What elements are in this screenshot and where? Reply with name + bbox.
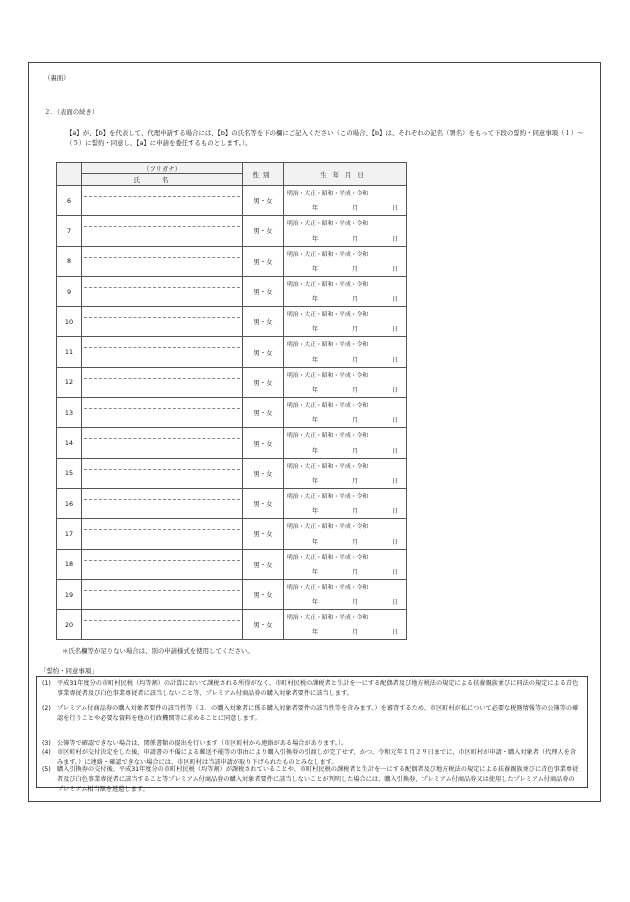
- pledge-item: [43, 704, 579, 724]
- year-label: 年: [312, 477, 319, 485]
- sex-option[interactable]: 男・女: [243, 428, 284, 458]
- year-label: 年: [312, 508, 319, 516]
- day-label: 日: [391, 538, 398, 546]
- dob-field[interactable]: [284, 488, 407, 518]
- sex-option[interactable]: 男・女: [243, 458, 284, 488]
- member-row: [57, 458, 407, 488]
- dob-field[interactable]: [284, 307, 407, 337]
- member-row: [57, 216, 407, 246]
- year-label: 年: [312, 568, 319, 576]
- name-field[interactable]: [82, 488, 243, 518]
- era-options: 明治・大正・昭和・平成・令和: [287, 493, 369, 500]
- row-number: 14: [57, 428, 82, 458]
- year-label: 年: [312, 538, 319, 546]
- month-label: 月: [351, 296, 358, 304]
- pledge-item-number: (3): [42, 740, 51, 747]
- day-label: 日: [391, 477, 398, 485]
- day-label: 日: [391, 447, 398, 455]
- name-field[interactable]: [82, 428, 243, 458]
- name-field[interactable]: [82, 307, 243, 337]
- name-header: 氏名: [82, 174, 243, 186]
- furigana-divider: [84, 560, 240, 561]
- day-label: 日: [391, 326, 398, 334]
- sex-option[interactable]: 男・女: [243, 367, 284, 397]
- furigana-divider: [84, 499, 240, 500]
- year-label: 年: [312, 205, 319, 213]
- dob-field[interactable]: [284, 398, 407, 428]
- day-label: 日: [391, 205, 398, 213]
- day-label: 日: [391, 508, 398, 516]
- month-label: 月: [351, 356, 358, 364]
- name-field[interactable]: [82, 216, 243, 246]
- intro-text: 【a】が、【b】を代表して、代理申請する場合には、【b】の氏名等を下の欄にご記入ください（この場合、【b】は、それぞれの記名（署名）をもって下段の誓約・同意事項（１）～（５）に誓約・同意し、【a】に申請を委任するものとします。）。: [66, 129, 584, 147]
- dob-field[interactable]: [284, 579, 407, 609]
- month-label: 月: [351, 629, 358, 637]
- row-number: 17: [57, 519, 82, 549]
- sex-option[interactable]: 男・女: [243, 488, 284, 518]
- furigana-divider: [84, 408, 240, 409]
- dob-field[interactable]: [284, 367, 407, 397]
- furigana-divider: [84, 287, 240, 288]
- member-row: [57, 246, 407, 276]
- members-table: [56, 162, 407, 640]
- name-field[interactable]: [82, 579, 243, 609]
- month-label: 月: [351, 477, 358, 485]
- year-label: 年: [312, 447, 319, 455]
- furigana-divider: [84, 226, 240, 227]
- row-number: 13: [57, 398, 82, 428]
- day-label: 日: [391, 356, 398, 364]
- row-number: 16: [57, 488, 82, 518]
- dob-field[interactable]: [284, 549, 407, 579]
- name-field[interactable]: [82, 549, 243, 579]
- member-row: [57, 549, 407, 579]
- furigana-divider: [84, 620, 240, 621]
- month-label: 月: [351, 599, 358, 607]
- month-label: 月: [351, 447, 358, 455]
- era-options: 明治・大正・昭和・平成・令和: [287, 403, 369, 410]
- month-label: 月: [351, 568, 358, 576]
- month-label: 月: [351, 205, 358, 213]
- name-field[interactable]: [82, 519, 243, 549]
- member-row: [57, 579, 407, 609]
- pledge-item-text: 購入引換券の交付後、平成31年度分の市町村民税（均等割）が課税されていることや、市町村民税の課税者と生計を一にする配偶者及び地方税法の規定による扶養親族並びに青色事業専従者及び白色事業専従者に該当すること等プレミアム付商品券の購入対象者要件に該当しないことが判明した場合には、購入引換券、プレミアム付商品券又は使用したプレミアム付商品券のプレミアム相当額を返還します。: [57, 766, 579, 793]
- furigana-divider: [84, 529, 240, 530]
- day-label: 日: [391, 629, 398, 637]
- sex-header: 性別: [243, 163, 284, 186]
- pledge-box: [36, 676, 588, 793]
- pledge-item-number: (4): [42, 749, 51, 756]
- row-number: 9: [57, 276, 82, 306]
- era-options: 明治・大正・昭和・平成・令和: [287, 372, 369, 379]
- sex-option[interactable]: 男・女: [243, 186, 284, 216]
- furigana-divider: [84, 590, 240, 591]
- row-number: 20: [57, 610, 82, 640]
- day-label: 日: [391, 599, 398, 607]
- dob-field[interactable]: [284, 216, 407, 246]
- row-number: 7: [57, 216, 82, 246]
- member-row: [57, 428, 407, 458]
- sex-option[interactable]: 男・女: [243, 610, 284, 640]
- pledge-item-text: プレミアム付商品券の購入対象者要件の該当性等（３．の購入対象者に係る購入対象者要件の該当性等を含みます。）を審査するため、市区町村が私について必要な税務情報等の公簿等の確認を行うことや必要な資料を他の行政機関等に求めることに同意します。: [57, 705, 579, 722]
- era-options: 明治・大正・昭和・平成・令和: [287, 251, 369, 258]
- sex-option[interactable]: 男・女: [243, 246, 284, 276]
- member-row: [57, 276, 407, 306]
- row-number: 15: [57, 458, 82, 488]
- month-label: 月: [351, 417, 358, 425]
- member-row: [57, 398, 407, 428]
- era-options: 明治・大正・昭和・平成・令和: [287, 191, 369, 197]
- member-row: [57, 610, 407, 640]
- year-label: 年: [312, 265, 319, 273]
- dob-field[interactable]: [284, 186, 407, 216]
- month-label: 月: [351, 326, 358, 334]
- side-label: （裏面）: [44, 74, 70, 82]
- day-label: 日: [391, 235, 398, 243]
- sex-option[interactable]: 男・女: [243, 216, 284, 246]
- pledge-item-number: (2): [42, 705, 51, 712]
- section-title: ２．（表面の続き）: [44, 108, 99, 116]
- table-note: ＊氏名欄等が足りない場合は、別の申請様式を使用してください。: [62, 647, 254, 655]
- era-options: 明治・大正・昭和・平成・令和: [287, 524, 369, 531]
- row-number: 12: [57, 367, 82, 397]
- pledge-item-text: 平成31年度分の市町村民税（均等割）の計算において課税される所得がなく、市町村民税の課税者と生計を一にする配偶者及び地方税法の規定による扶養親族並びに同法の規定による青色事業専従者及び白色事業専従者に該当しないこと等、プレミアム付商品券の購入対象者要件に該当します。: [57, 680, 579, 697]
- row-number: 10: [57, 307, 82, 337]
- name-field[interactable]: [82, 398, 243, 428]
- name-field[interactable]: [82, 246, 243, 276]
- dob-field[interactable]: [284, 337, 407, 367]
- sex-option[interactable]: 男・女: [243, 549, 284, 579]
- sex-option[interactable]: 男・女: [243, 276, 284, 306]
- number-header: [57, 163, 82, 186]
- member-row: [57, 488, 407, 518]
- year-label: 年: [312, 417, 319, 425]
- era-options: 明治・大正・昭和・平成・令和: [287, 463, 369, 470]
- dob-field[interactable]: [284, 458, 407, 488]
- era-options: 明治・大正・昭和・平成・令和: [287, 342, 369, 349]
- name-field[interactable]: [82, 610, 243, 640]
- furigana-divider: [84, 347, 240, 348]
- dob-field[interactable]: [284, 246, 407, 276]
- name-field[interactable]: [82, 186, 243, 216]
- era-options: 明治・大正・昭和・平成・令和: [287, 221, 369, 228]
- member-row: [57, 186, 407, 216]
- sex-option[interactable]: 男・女: [243, 579, 284, 609]
- year-label: 年: [312, 235, 319, 243]
- era-options: 明治・大正・昭和・平成・令和: [287, 312, 369, 319]
- era-options: 明治・大正・昭和・平成・令和: [287, 615, 369, 622]
- year-label: 年: [312, 326, 319, 334]
- furigana-divider: [84, 196, 240, 197]
- row-number: 19: [57, 579, 82, 609]
- year-label: 年: [312, 629, 319, 637]
- day-label: 日: [391, 296, 398, 304]
- member-row: [57, 337, 407, 367]
- month-label: 月: [351, 265, 358, 273]
- furigana-divider: [84, 469, 240, 470]
- sex-option[interactable]: 男・女: [243, 398, 284, 428]
- month-label: 月: [351, 508, 358, 516]
- sex-option[interactable]: 男・女: [243, 337, 284, 367]
- row-number: 11: [57, 337, 82, 367]
- year-label: 年: [312, 296, 319, 304]
- furigana-divider: [84, 378, 240, 379]
- pledge-item-number: (5): [42, 766, 51, 773]
- era-options: 明治・大正・昭和・平成・令和: [287, 281, 369, 288]
- day-label: 日: [391, 265, 398, 273]
- member-row: [57, 519, 407, 549]
- dob-field[interactable]: [284, 610, 407, 640]
- dob-field[interactable]: [284, 519, 407, 549]
- month-label: 月: [351, 387, 358, 395]
- pledge-item-number: (1): [42, 680, 51, 687]
- member-row: [57, 307, 407, 337]
- month-label: 月: [351, 538, 358, 546]
- dob-field[interactable]: [284, 428, 407, 458]
- furigana-divider: [84, 317, 240, 318]
- era-options: 明治・大正・昭和・平成・令和: [287, 584, 369, 591]
- day-label: 日: [391, 568, 398, 576]
- row-number: 8: [57, 246, 82, 276]
- name-field[interactable]: [82, 337, 243, 367]
- pledge-item: [43, 679, 579, 699]
- pledge-item-text: 市区町村が交付決定をした後、申請書の不備による郵送不能等の事由により購入引換券の引渡しが完了せず、かつ、令和元年１月２９日までに、市区町村が申請・購入対象者（代理人を含みます。）に連絡・確認できない場合には、市区町村は当該申請が取り下げられたものとみなします。: [57, 749, 577, 766]
- furigana-header: （フリガナ）: [82, 163, 243, 174]
- month-label: 月: [351, 235, 358, 243]
- name-field[interactable]: [82, 458, 243, 488]
- sex-option[interactable]: 男・女: [243, 519, 284, 549]
- year-label: 年: [312, 387, 319, 395]
- member-row: [57, 367, 407, 397]
- year-label: 年: [312, 599, 319, 607]
- row-number: 6: [57, 186, 82, 216]
- day-label: 日: [391, 387, 398, 395]
- year-label: 年: [312, 356, 319, 364]
- furigana-divider: [84, 438, 240, 439]
- era-options: 明治・大正・昭和・平成・令和: [287, 554, 369, 561]
- pledge-item-text: 公簿等で確認できない場合は、関係書類の提出を行います（市区町村から連絡がある場合があります。）。: [57, 740, 348, 747]
- dob-field[interactable]: [284, 276, 407, 306]
- name-field[interactable]: [82, 367, 243, 397]
- day-label: 日: [391, 417, 398, 425]
- name-field[interactable]: [82, 276, 243, 306]
- pledge-item: [43, 765, 579, 795]
- era-options: 明治・大正・昭和・平成・令和: [287, 433, 369, 440]
- dob-header: 生年月日: [284, 163, 407, 186]
- row-number: 18: [57, 549, 82, 579]
- pledge-title: 「誓約・同意事項」: [40, 667, 98, 675]
- furigana-divider: [84, 257, 240, 258]
- sex-option[interactable]: 男・女: [243, 307, 284, 337]
